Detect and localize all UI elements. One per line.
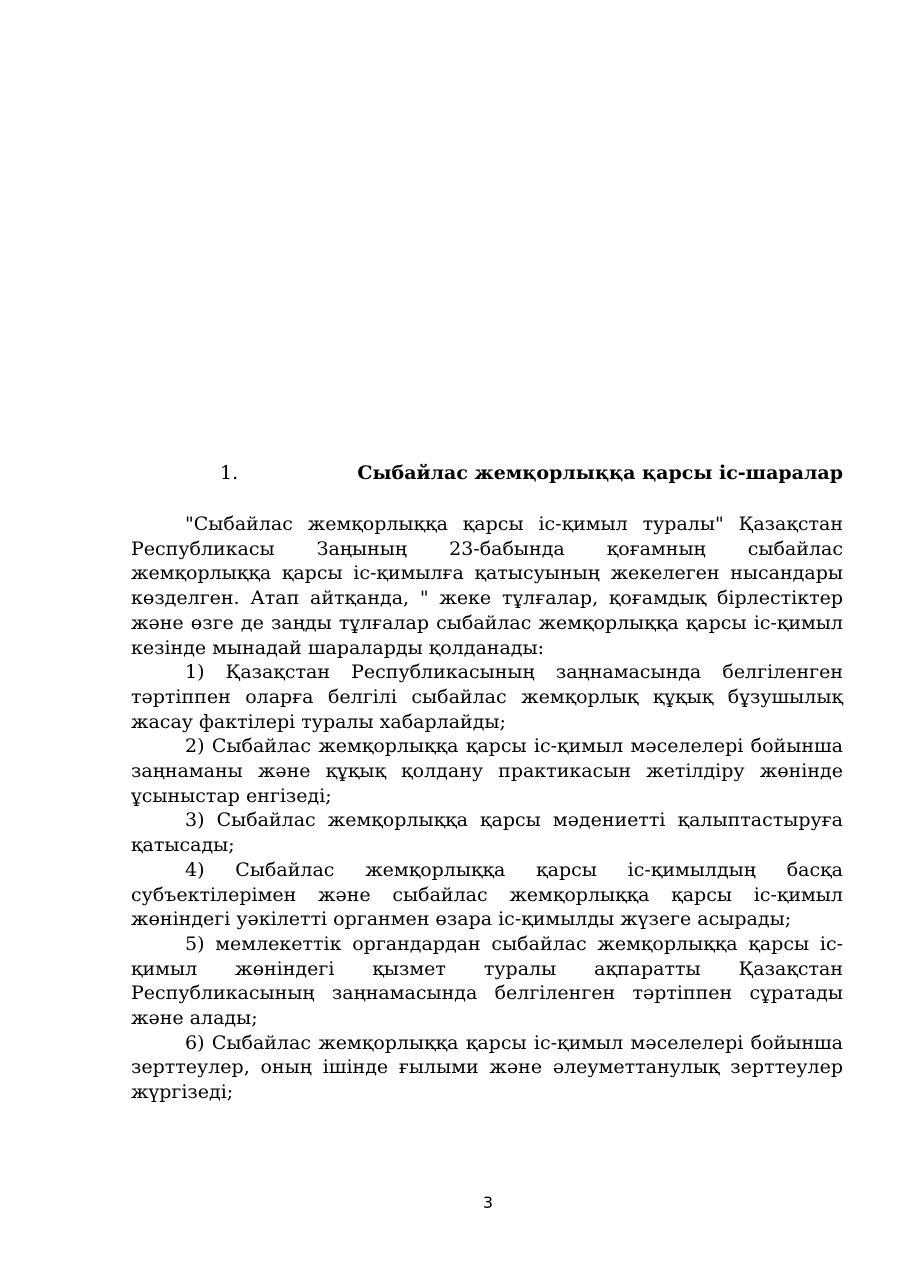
list-item-3: 3) Сыбайлас жемқорлыққа қарсы мәдениетті қалыптастыруға қатысады;	[131, 809, 843, 857]
list-item-4: 4) Сыбайлас жемқорлыққа қарсы іс-қимылдың басқа субъектілерімен және сыбайлас жемқорлыққа қарсы іс-қимыл жөніндегі уәкілетті органмен өзара іс-қимылды жүзеге асырады;	[131, 858, 843, 931]
section-heading	[131, 458, 843, 488]
list-item-6: 6) Сыбайлас жемқорлыққа қарсы іс-қимыл мәселелері бойынша зерттеулер, оның ішінде ғылыми және әлеуметтанулық зерттеулер жүргізеді;	[131, 1031, 843, 1104]
list-item-5: 5) мемлекеттік органдардан сыбайлас жемқорлыққа қарсы іс-қимыл жөніндегі қызмет туралы ақпаратты Қазақстан Республикасының заңнамасында белгіленген тәртіппен сұратады және алады;	[131, 932, 843, 1030]
section-title: Сыбайлас жемқорлыққа қарсы іс-шаралар	[357, 462, 843, 484]
intro-paragraph: "Сыбайлас жемқорлыққа қарсы іс-қимыл туралы" Қазақстан Республикасы Заңының 23-бабында қоғамның сыбайлас жемқорлыққа қарсы іс-қимылға қатысуының жекелеген нысандары көзделген. Атап айтқанда, " жеке тұлғалар, қоғамдық бірлестіктер және өзге де заңды тұлғалар сыбайлас жемқорлыққа қарсы іс-қимыл кезінде мынадай шараларды қолданады:	[131, 513, 843, 659]
page-content	[131, 458, 843, 1105]
list-item-1: 1) Қазақстан Республикасының заңнамасында белгіленген тәртіппен оларға белгілі сыбайлас жемқорлық құқық бұзушылық жасау фактілері туралы хабарлайды;	[131, 661, 843, 733]
page-number: 3	[482, 1193, 494, 1212]
list-item-2: 2) Сыбайлас жемқорлыққа қарсы іс-қимыл мәселелері бойынша заңнаманы және құқық қолдану практикасын жетілдіру жөнінде ұсыныстар енгізеді;	[131, 735, 843, 807]
section-number: 1.	[220, 462, 239, 484]
